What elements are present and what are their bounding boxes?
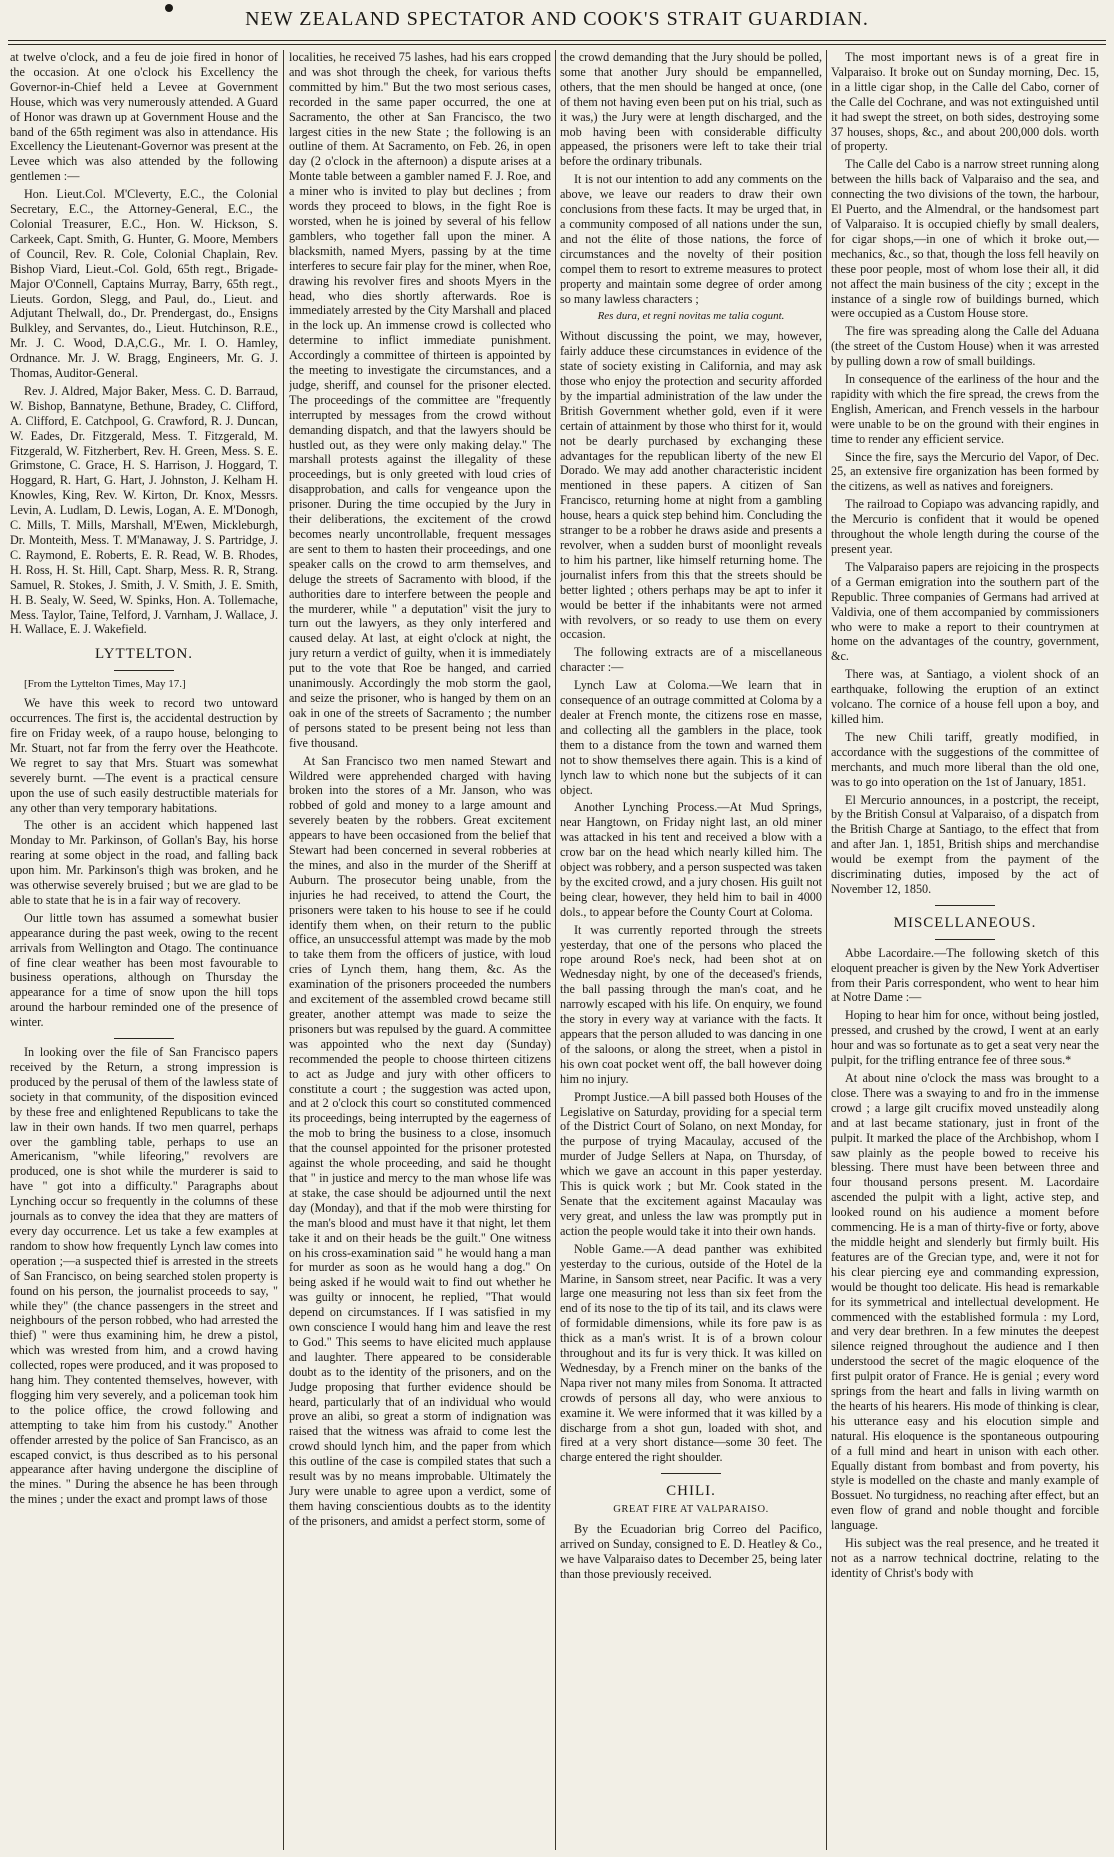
section-heading-chili: CHILI. (666, 1483, 716, 1500)
paragraph: The Valparaiso papers are rejoicing in the prospects of a German emigration into the southern part of the Republic. Three companies of Germans had arrived at Valdivia, one of them accompanied by commissioners who were to make a report to their countrymen at home on the advantages of the country, government, &c. (831, 559, 1099, 664)
paragraph: Lynch Law at Coloma.—We learn that in consequence of an outrage committed at Coloma by a dealer at French monte, the citizens rose en masse, and collecting all the gamblers in the place, took them to a distance from the town and warned them not to show themselves there again. This is a kind of lynch law to which none but the subjects of it can object. (560, 678, 822, 797)
paragraph: The new Chili tariff, greatly modified, in accordance with the suggestions of the committee of merchants, and much more liberal than the old one, was to go into operation on the 1st of January, 1851. (831, 729, 1099, 789)
paragraph: It was currently reported through the streets yesterday, that one of the persons who placed the rope around Roe's neck, had been shot at on Wednesday night, by one of the deceased's friends, the ball passing through the man's coat, and he narrowly escaped with his life. On enquiry, we found the story in every way at variance with the facts. It appears that the person alluded to was dancing in one of the saloons, or along the street, when a pistol in his own coat pocket went off, the ball however doing him no injury. (560, 922, 822, 1086)
paragraph: There was, at Santiago, a violent shock of an earthquake, following the eruption of an extinct volcano. The cornice of a house fell upon a boy, and killed him. (831, 667, 1099, 726)
paragraph: Since the fire, says the Mercurio del Vapor, of Dec. 25, an extensive fire organization has been formed by the citizens, as well as natives and foreigners. (831, 449, 1099, 494)
section-heading-lyttelton: LYTTELTON. (94, 646, 194, 663)
section-heading-miscellaneous: MISCELLANEOUS. (893, 914, 1037, 931)
paragraph: Prompt Justice.—A bill passed both Houses of the Legislative on Saturday, providing for a special term of the District Court of Solano, on next Monday, for the purpose of trying Macaulay, accused of the murder of Judge Sellers at Napa, on Thursday, of which we gave an account in this paper yesterday. This is quick work ; but Mr. Cook stated in the Senate that the excitement against Macaulay was very great, and unless the law was promptly put in action the people would take it into their own hands. (560, 1089, 822, 1238)
column-divider (826, 50, 827, 1850)
column-divider (555, 50, 556, 1850)
paragraph: In consequence of the earliness of the hour and the rapidity with which the fire spread, the crews from the English, American, and French vessels in the harbour were unable to be on the ground with their engines in time to render any efficient service. (831, 372, 1099, 446)
column-2 (289, 50, 551, 1850)
paragraph: The Calle del Cabo is a narrow street running along between the hills back of Valparaiso and the sea, and connecting the two divisions of the town, the harbour, El Puerto, and the Almendral, or the handsomest part of Valparaiso. It is occupied chiefly by small dealers, for cigar shops,—in one of which it broke out,—mechanics, &c., so that, though the loss fell heavily on these poor people, most of whom lose their all, it did not affect the main business of the city ; except in the instance of a single row of buildings burned, which were occupied as a Custom House store. (831, 157, 1099, 321)
paragraph: In looking over the file of San Francisco papers received by the Return, a strong impression is produced by the perusal of them of the lawless state of society in that community, of the disposition evinced by these free and enlightened Republicans to take the law in their own hands. If two men quarrel, perhaps over the gambling table, perhaps to use an Americanism, "while lifeoring," revolvers are produced, one is shot while the murderer is said to have " got into a difficulty." Paragraphs about Lynching occur so frequently in the columns of these journals as to convey the idea that they are matters of every day occurrence. Let us take a few examples at random to show how frequently Lynch law comes into operation ;—a suspected thief is arrested in the streets of San Francisco, on being searched stolen property is found on his person, the journalist proceeds to say, " while they" (the chance passengers in the street and neighbours of the person robbed, who had arrested the thief) " were thus examining him, he drew a pistol, which was wrested from him, and a crowd having collected, ropes were produced, and it was proposed to hang him. They contented themselves, however, with flogging him very severely, and a policeman took him to the police office, the crowd following and attempting to take him from his custody." Another offender arrested by the police of San Francisco, as an escaped convict, is thus described as to his personal appearance after having undergone the discipline of the mines. " During the absence he has been through the mines ; under the exact and prompt laws of those (10, 1045, 278, 1507)
section-rule (114, 1038, 174, 1039)
paragraph: The following extracts are of a miscellaneous character :— (560, 645, 822, 675)
column-divider (283, 50, 284, 1850)
paragraph: We have this week to record two untoward occurrences. The first is, the accidental destruction by fire on Friday week, of a raupo house, belonging to Mr. Stuart, not far from the ferry over the Heathcote. We regret to say that Mrs. Stuart was somewhat severely burnt. —The event is a practical censure upon the use of such easily destructible materials for any other than very temporary habitations. (10, 696, 278, 815)
paragraph: Hoping to hear him for once, without being jostled, pressed, and crushed by the crowd, I went at an early hour and was so fortunate as to get a seat very near the pulpit, for the trifling entrance fee of three sous.* (831, 1008, 1099, 1068)
paragraph: At San Francisco two men named Stewart and Wildred were apprehended charged with having broken into the stores of a Mr. Janson, who was robbed of gold and money to a large amount and severely beaten by the robbers. Great excitement appears to have been occasioned from the belief that Stewart had been concerned in several robberies at the mines, and also in the murder of the Sheriff at Auburn. The prosecutor being unable, from the injuries he had received, to attend the Court, the prisoners were taken to his house to see if he could identify them when, on their return to the public office, an unsuccessful attempt was made by the mob to take them from the officers of justice, with loud cries of Lynch them, hang them, &c. As the examination of the prisoners proceeded the numbers and excitement of the assembled crowd became still greater, another attempt was made to seize the prisoners but was repulsed by the guard. A committee was appointed who the next day (Sunday) recommended the people to choose thirteen citizens to act as Judge and jury with other officers to constitute a court ; the suggestion was acted upon, and at 2 o'clock this court so constituted commenced its proceedings, being interrupted by the eagerness of the mob to bring the business to a close, insomuch that the counsel appointed for the prisoner protested against the whole proceeding, and said he thought that " in justice and mercy to the man whose life was at stake, the case should be adjourned until the next day (Monday), and that if the mob were thirsting for the man's blood and must have it that night, let them take it and on their heads be the guilt." One witness on his cross-examination said " he would hang a man for murder as soon as he would hang a dog." On being asked if he would wait to find out whether he was guilty or innocent, he replied, "That would depend on circumstances. If I was satisfied in my own conscience I would hang him and leave the rest to God." This seems to have elicited much applause and laughter. There appeared to be considerable doubt as to the identity of the prisoners, and on the Judge proposing that further evidence should be heard, particularly that of an individual who would prove an alibi, so great a storm of indignation was raised that the witness was afraid to come lest the crowd should lynch him, and the paper from which this outline of the case is compiled states that such a result was by no means improbable. Ultimately the Jury were unable to agree upon a verdict, some of them having conscientious doubts as to the identity of the prisoners, and amidst a perfect storm, some of (289, 753, 551, 1528)
paragraph: Hon. Lieut.Col. M'Cleverty, E.C., the Colonial Secretary, E.C., the Attorney-General, E.C., the Colonial Treasurer, E.C., Hon. W. Hickson, S. Carkeek, Capt. Smith, G. Hunter, G. Moore, Members of Council, Rev. R. Cole, Colonial Chaplain, Rev. Bishop Viard, Lieut.-Col. Gold, 65th regt., Brigade-Major O'Connell, Captains Murray, Barry, 65th regt., Lieuts. Gordon, Slegg, and Paul, do., Lieut. and Adjutant Thelwall, do., Dr. Prendergast, do., Ensigns Bulkley, and Servantes, do., Lieut. Hutchinson, R.E., Mr. J. C. Wood, D.A,C.G., Mr. I. O. Hamley, Ordnance. Mr. J. W. Bragg, Engineers, Mr. G. J. Thomas, Auditor-General. (10, 187, 278, 381)
paragraph: localities, he received 75 lashes, had his ears cropped and was shot through the cheek, for various thefts committed by him." But the two most serious cases, recorded in the same paper occurred, the one at Sacramento, the other at San Francisco, the two largest cities in the new State ; the following is an outline of them. At Sacramento, on Feb. 26, in open day (2 o'clock in the afternoon) a dispute arises at a Monte table between a gambler named F. J. Roe, and a miner who is invited to play but declines ; from words they proceed to blows, in the fight Roe is worsted, when he is joined by several of his fellow gamblers, who together fall upon the miner. A blacksmith, named Myers, passing by at the time interferes to secure fair play for the miner, when Roe, drawing his revolver fires and shoots Myers in the head, who dies shortly afterwards. Roe is immediately arrested by the City Marshall and placed in the lock up. An immense crowd is collected who determine to inflict immediate punishment. Accordingly a committee of thirteen is appointed by the meeting to investigate the circumstances, and a judge, sheriff, and counsel for the prisoner elected. The proceedings of the committee are "frequently interrupted by messages from the crowd without demanding dispatch, and that the lawyers should be hustled out, as they were only making delay." The marshall protests against the illegality of these proceedings, but is only greeted with loud cries of disapprobation, and calls for vengeance upon the prisoner. During the time occupied by the Jury in their deliberations, the excitement of the crowd becomes nearly uncontrollable, frequent messages are sent to them to hasten their proceedings, and one speaker calls on the crowd to arm themselves, and deluge the streets of Sacramento with blood, if the authorities dare to interfere between the people and the murderer, while " a deputation" visit the jury to turn out the lawyers, as they only interfered and caused delay. At last, at eight o'clock at night, the jury return a verdict of guilty, when it is immediately put to the vote that Roe be hanged, and carried unanimously. Accordingly the mob storm the gaol, and seize the prisoner, who is hanged by them on an oak in one of the streets of Sacramento ; the number of persons stated to be present being not less than five thousand. (289, 50, 551, 750)
source-line: [From the Lyttelton Times, May 17.] (24, 678, 186, 691)
paragraph: It is not our intention to add any comments on the above, we leave our readers to draw their own conclusions from these facts. It may be urged that, in a community composed of all nations under the sun, and not the élite of those nations, the force of circumstances and the novelty of their position compel them to resort to extreme measures to protect property and maintain some degree of order among so many lawless characters ; (560, 172, 822, 306)
paragraph: Our little town has assumed a somewhat busier appearance during the past week, owing to the recent arrivals from Wellington and Otago. The continuance of fine clear weather has been most favourable to business operations, although on Thursday the appearance for a time of snow upon the hill tops around the harbour reminded one of the presence of winter. (10, 910, 278, 1030)
paragraph: The railroad to Copiapo was advancing rapidly, and the Mercurio is confident that it would be opened throughout the whole length during the course of the present year. (831, 497, 1099, 556)
column-3 (560, 50, 822, 1850)
heading-rule (935, 939, 995, 940)
masthead-rule (8, 40, 1106, 41)
paragraph: Another Lynching Process.—At Mud Springs, near Hangtown, on Friday night last, an old miner was attacked in his tent and received a blow with a crow bar on the head which nearly killed him. The object was robbery, and a person suspected was taken by the excited crowd, and a jury chosen. His guilt not being clear, however, they held him to bail in 4000 dols., to appear before the County Court at Coloma. (560, 800, 822, 919)
paragraph: By the Ecuadorian brig Correo del Pacifico, arrived on Sunday, consigned to E. D. Heatley & Co., we have Valparaiso dates to December 25, being later than those previously received. (560, 1522, 822, 1581)
paragraph: At about nine o'clock the mass was brought to a close. There was a swaying to and fro in the immense crowd ; a large gilt crucifix moved unsteadily along and at last became stationary, just in front of the pulpit. It marked the place of the Archbishop, whom I saw plainly as the people bowed to receive his blessing. There must have been between three and four thousand persons present. M. Lacordaire ascended the pulpit with a light, active step, and looked round on his audience a moment before commencing. He is a man of thirty-five or forty, above the middle height and slenderly but firmly built. His features are of the Grecian type, and, were it not for his clear piercing eye and commanding expression, would be thought too delicate. His head is remarkable for its symmetrical and intellectual development. He commenced with the established formula : my Lord, and very dear brethren. In a few minutes the deepest silence reigned throughout the audience and I then understood the secret of the magic eloquence of the first pulpit orator of France. He is genial ; every word springs from the heart and falls in living warmth on the hearts of his hearers. His mode of thinking is clear, his utterance easy and his elocution simple and natural. His eloquence is the spontaneous outpouring of a full mind and heart in unison with each other. Equally distant from bombast and from poverty, his style is modelled on the chaste and manly example of Bossuet. No turgidness, no reaching after effect, but an even flow of grand and noble thought and forcible language. (831, 1071, 1099, 1533)
masthead-rule-thin (8, 44, 1106, 45)
section-rule (935, 905, 995, 906)
heading-rule (114, 670, 174, 671)
paragraph: at twelve o'clock, and a feu de joie fired in honor of the occasion. At one o'clock his Excellency the Governor-in-Chief held a Levee at Government House, which was very numerously attended. A Guard of Honor was drawn up at Government House and the band of the 65th regiment was also in attendance. His Excellency the Lieutenant-Governor was present at the Levee which was also attended by the following gentlemen :— (10, 50, 278, 184)
paragraph: El Mercurio announces, in a postcript, the receipt, by the British Consul at Valparaiso, of a dispatch from the British Charge at Santiago, to the effect that from and after Jan. 1, 1851, British ships and merchandise would be exempt from the payment of the discriminating duties, imposed by the act of November 12, 1850. (831, 792, 1099, 896)
paragraph: The fire was spreading along the Calle del Aduana (the street of the Custom House) when it was arrested by pulling down a row of small buildings. (831, 324, 1099, 369)
latin-quote: Res dura, et regni novitas me talia cogunt. (597, 310, 785, 323)
paragraph: The other is an accident which happened last Monday to Mr. Parkinson, of Gollan's Bay, his horse rearing at some object in the road, and falling back upon him. Mr. Parkinson's thigh was broken, and he was otherwise severely bruised ; but we are glad to be able to state that he is in a fair way of recovery. (10, 818, 278, 907)
paragraph: Without discussing the point, we may, however, fairly adduce these circumstances in evidence of the state of society existing in California, and may ask those who enjoy the protection and security afforded by the impartial administration of the law under the British Government whether gold, even if it were certain of attainment by those who thirst for it, would not be dearly purchased by exchanging these advantages for the republican liberty of the new El Dorado. We may add another characteristic incident mentioned in these papers. A citizen of San Francisco, returning home at night from a gambling house, hears a quick step behind him. Concluding the stranger to be a robber he draws aside and presents a revolver, when a sudden burst of moonlight reveals to him his partner, like himself returning home. The journalist infers from this that the streets should be better lighted ; others perhaps may be apt to infer it would be better if the inhabitants were not armed with revolvers, or so ready to use them on every occasion. (560, 329, 822, 642)
paragraph: His subject was the real presence, and he treated it not as a narrow technical doctrine, relating to the identity of Christ's body with (831, 1536, 1099, 1580)
paragraph: the crowd demanding that the Jury should be polled, some that another Jury should be empannelled, others, that the men should be hanged at once, (one of them not having even been put on his trial, such as it was,) the Jury were at length discharged, and the mob having been with considerable difficulty appeased, the prisoners were left to take their trial before the ordinary tribunals. (560, 50, 822, 169)
section-rule (661, 1473, 721, 1474)
paragraph: Noble Game.—A dead panther was exhibited yesterday to the curious, outside of the Hotel de la Marine, in Sansom street, near Pacific. It was a very large one measuring not less than six feet from the end of its nose to the tip of its tail, and its claws were of formidable dimensions, while its fore paw is as thick as a man's wrist. It is of a brown colour throughout and its fur is very thick. It was killed on Wednesday, by a French miner on the banks of the Napa river not many miles from Sonoma. It attracted crowds of persons all day, who were anxious to examine it. We were informed that it was killed by a discharge from a shot gun, loaded with shot, and fired at a very short distance—some 30 feet. The charge entered the right shoulder. (560, 1241, 822, 1465)
paragraph: Rev. J. Aldred, Major Baker, Mess. C. D. Barraud, W. Bishop, Bannatyne, Bethune, Bradey, C. Clifford, A. Clifford, E. Catchpool, G. Crawford, R. J. Duncan, W. Eades, Dr. Fitzgerald, Mess. T. Fitzgerald, M. Fitzgerald, W. Fitzherbert, Rev. H. Green, Mess. S. E. Grimstone, C. Grace, H. S. Harrison, J. Hoggard, T. Hoggard, R. Hart, G. Hart, J. Johnston, J. Kelham H. Knowles, King, Rev. W. Kirton, Dr. Knox, Messrs. Levin, A. Ludlam, D. Lewis, Logan, A. E. M'Donogh, C. Mills, T. Mills, Marshall, M'Ewen, Mickleburgh, Dr. Monteith, Mess. T. M'Manaway, J. S. Partridge, J. C. Raymond, E. Roberts, E. R. Read, W. B. Rhodes, H. Ross, H. St. Hill, Capt. Sharp, Mess. R. R, Strang. Samuel, R. Stokes, J. Smith, J. V. Smith, J. E. Smith, H. B. Sealy, W. Seed, W. Spinks, Hon. A. Tollemache, Mess. Taylor, Taine, Telford, J. Varnham, J. Wallace, J. H. Wallace, E. J. Wakefield. (10, 383, 278, 637)
masthead-title: NEW ZEALAND SPECTATOR AND COOK'S STRAIT GUARDIAN. (245, 8, 869, 30)
column-1 (10, 50, 278, 1850)
subheading-great-fire: GREAT FIRE AT VALPARAISO. (613, 1504, 769, 1516)
paragraph: Abbe Lacordaire.—The following sketch of this eloquent preacher is given by the New York Advertiser from their Paris correspondent, who went to hear him at Notre Dame :— (831, 945, 1099, 1005)
paragraph: The most important news is of a great fire in Valparaiso. It broke out on Sunday morning, Dec. 15, in a little cigar shop, in the Calle del Cabo, corner of the Calle del Cochrane, and was not extinguished until it had swept the street, on both sides, destroying some 37 houses, shops, &c., and about 200,000 dols. worth of property. (831, 50, 1099, 154)
column-4 (831, 50, 1099, 1850)
